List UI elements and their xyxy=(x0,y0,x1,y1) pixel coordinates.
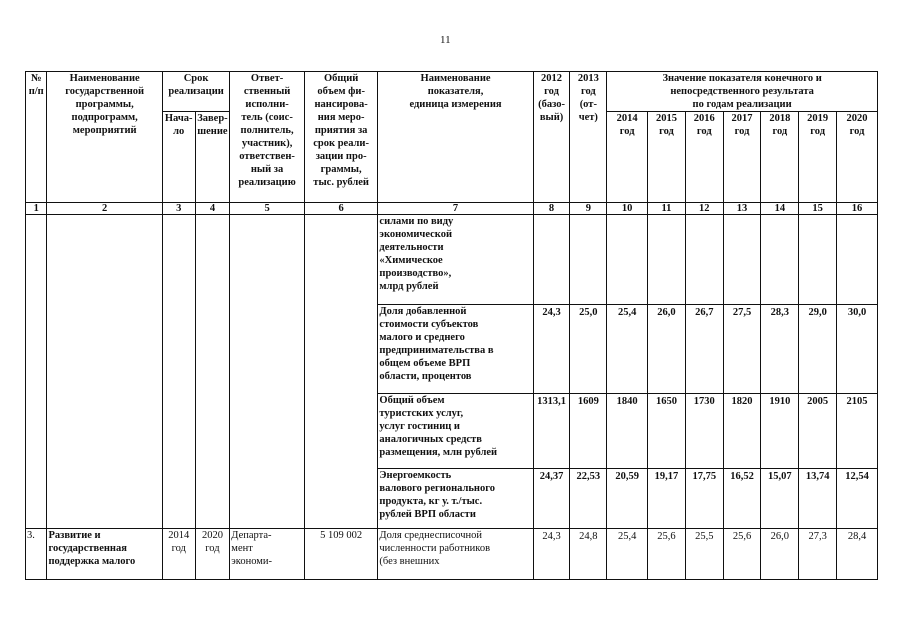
header-term-start: Нача- ло xyxy=(162,112,195,203)
table-row xyxy=(26,215,878,305)
header-name: Наименование государственной программы, подпрограмм, мероприятий xyxy=(47,72,162,203)
header-year-2016: 2016 год xyxy=(685,112,723,203)
header-year-2020: 2020 год xyxy=(837,112,878,203)
value-cell: 25,0 xyxy=(570,305,607,394)
indicator-cell: силами по виду экономической деятельности «Химическое производство», млрд рублей xyxy=(378,215,533,305)
header-no: № п/п xyxy=(26,72,47,203)
value-cell: 1910 xyxy=(761,394,799,469)
value-cell xyxy=(570,215,607,305)
value-cell xyxy=(723,215,761,305)
value-cell: 1840 xyxy=(607,394,648,469)
value-cell: 28,3 xyxy=(761,305,799,394)
value-cell: 25,4 xyxy=(607,529,648,580)
value-cell: 25,6 xyxy=(648,529,686,580)
value-cell: 24,37 xyxy=(533,469,570,529)
value-cell: 15,07 xyxy=(761,469,799,529)
header-2012: 2012 год (базо- вый) xyxy=(533,72,570,203)
value-cell: 1820 xyxy=(723,394,761,469)
column-number: 11 xyxy=(648,203,686,215)
value-cell xyxy=(761,215,799,305)
value-cell: 1650 xyxy=(648,394,686,469)
value-cell: 28,4 xyxy=(837,529,878,580)
header-year-2019: 2019 год xyxy=(799,112,837,203)
column-number: 4 xyxy=(195,203,230,215)
section-number: 3. xyxy=(26,529,47,580)
column-number-row xyxy=(26,203,878,215)
table-row-section-3 xyxy=(26,529,878,580)
value-cell: 25,5 xyxy=(685,529,723,580)
column-number: 8 xyxy=(533,203,570,215)
column-number: 10 xyxy=(607,203,648,215)
header-2013: 2013 год (от- чет) xyxy=(570,72,607,203)
header-year-2018: 2018 год xyxy=(761,112,799,203)
header-indicator: Наименование показателя, единица измерения xyxy=(378,72,533,203)
value-cell: 1730 xyxy=(685,394,723,469)
header-volume: Общий объем фи- нансирова- ния меро- приятия за срок реали- зации про- граммы, тыс. рублей xyxy=(304,72,378,203)
column-number: 16 xyxy=(837,203,878,215)
value-cell: 2105 xyxy=(837,394,878,469)
header-executor: Ответ- ственный исполни- тель (соис- полнитель, участник), ответствен- ный за реализацию xyxy=(230,72,305,203)
continuation-executor-cell xyxy=(230,215,305,529)
column-number: 12 xyxy=(685,203,723,215)
value-cell: 29,0 xyxy=(799,305,837,394)
value-cell: 1609 xyxy=(570,394,607,469)
header-term: Срок реализации xyxy=(162,72,229,112)
value-cell xyxy=(648,215,686,305)
section-volume: 5 109 002 xyxy=(304,529,378,580)
value-cell: 27,3 xyxy=(799,529,837,580)
indicator-cell: Доля среднесписочной численности работников (без внешних xyxy=(378,529,533,580)
value-cell: 17,75 xyxy=(685,469,723,529)
value-cell: 20,59 xyxy=(607,469,648,529)
value-cell xyxy=(837,215,878,305)
column-number: 9 xyxy=(570,203,607,215)
column-number: 13 xyxy=(723,203,761,215)
value-cell: 1313,1 xyxy=(533,394,570,469)
section-end: 2020 год xyxy=(195,529,230,580)
header-term-end: Завер- шение xyxy=(195,112,230,203)
section-name: Развитие и государственная поддержка малого xyxy=(47,529,162,580)
value-cell xyxy=(533,215,570,305)
continuation-no-cell xyxy=(26,215,47,529)
indicator-cell: Общий объем туристских услуг, услуг гостиниц и аналогичных средств размещения, млн рублей xyxy=(378,394,533,469)
page-number: 11 xyxy=(440,34,451,46)
value-cell: 25,6 xyxy=(723,529,761,580)
indicator-cell: Доля добавленной стоимости субъектов малого и среднего предпринимательства в общем объеме ВРП области, процентов xyxy=(378,305,533,394)
value-cell: 26,0 xyxy=(648,305,686,394)
value-cell: 19,17 xyxy=(648,469,686,529)
value-cell: 24,3 xyxy=(533,529,570,580)
section-executor: Департа- мент экономи- xyxy=(230,529,305,580)
value-cell: 13,74 xyxy=(799,469,837,529)
column-number: 6 xyxy=(304,203,378,215)
column-number: 7 xyxy=(378,203,533,215)
continuation-volume-cell xyxy=(304,215,378,529)
value-cell: 16,52 xyxy=(723,469,761,529)
section-start: 2014 год xyxy=(162,529,195,580)
value-cell: 22,53 xyxy=(570,469,607,529)
column-number: 2 xyxy=(47,203,162,215)
value-cell: 26,7 xyxy=(685,305,723,394)
value-cell: 2005 xyxy=(799,394,837,469)
continuation-end-cell xyxy=(195,215,230,529)
header-values-group: Значение показателя конечного и непосредственного результата по годам реализации xyxy=(607,72,878,112)
continuation-start-cell xyxy=(162,215,195,529)
value-cell xyxy=(685,215,723,305)
header-year-2015: 2015 год xyxy=(648,112,686,203)
continuation-name-cell xyxy=(47,215,162,529)
column-number: 1 xyxy=(26,203,47,215)
value-cell xyxy=(799,215,837,305)
value-cell xyxy=(607,215,648,305)
value-cell: 12,54 xyxy=(837,469,878,529)
column-number: 14 xyxy=(761,203,799,215)
value-cell: 30,0 xyxy=(837,305,878,394)
program-table xyxy=(25,71,878,580)
value-cell: 24,3 xyxy=(533,305,570,394)
column-number: 15 xyxy=(799,203,837,215)
value-cell: 25,4 xyxy=(607,305,648,394)
header-row-1 xyxy=(26,72,878,112)
column-number: 5 xyxy=(230,203,305,215)
header-year-2014: 2014 год xyxy=(607,112,648,203)
value-cell: 27,5 xyxy=(723,305,761,394)
value-cell: 24,8 xyxy=(570,529,607,580)
value-cell: 26,0 xyxy=(761,529,799,580)
header-year-2017: 2017 год xyxy=(723,112,761,203)
column-number: 3 xyxy=(162,203,195,215)
indicator-cell: Энергоемкость валового регионального продукта, кг у. т./тыс. рублей ВРП области xyxy=(378,469,533,529)
